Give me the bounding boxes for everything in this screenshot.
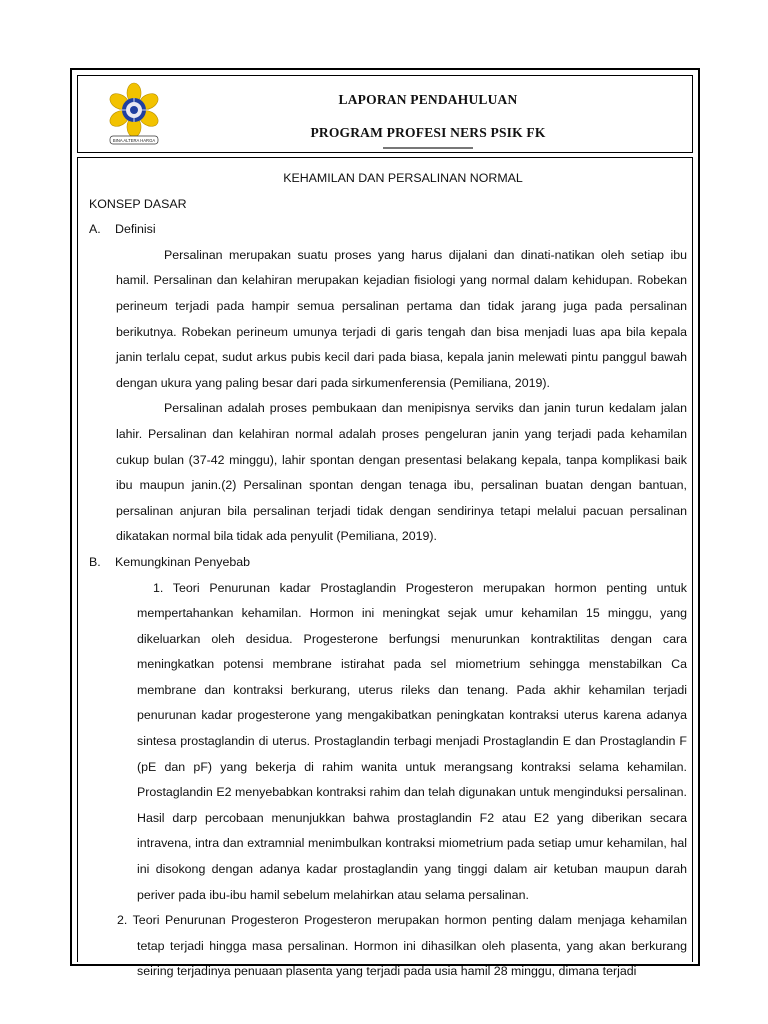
section-a-heading bbox=[89, 217, 687, 243]
section-a-label: Definisi bbox=[115, 222, 156, 237]
title-divider bbox=[383, 147, 473, 149]
list-item-2: 2. Teori Penurunan Progesteron Progesteron merupakan hormon penting dalam menjaga kehamilan tetap terjadi hingga masa persalinan. Hormon ini dihasilkan oleh plasenta, yang akan berkurang seiring terjadinya penuaan plasenta yang terjadi pada usia hamil 28 minggu, dimana terjadi bbox=[117, 913, 687, 979]
document-frame bbox=[70, 68, 700, 979]
section-a-letter: A. bbox=[89, 222, 101, 237]
report-title: LAPORAN PENDAHULUAN bbox=[338, 92, 518, 107]
document-body bbox=[77, 157, 693, 979]
university-logo-icon bbox=[98, 82, 170, 146]
program-title: PROGRAM PROFESI NERS PSIK FK bbox=[310, 125, 546, 140]
section-title: KONSEP DASAR bbox=[89, 196, 187, 211]
definition-paragraph-1: Persalinan merupakan suatu proses yang harus dijalani dan dinati-natikan oleh setiap ibu hamil. Persalinan dan kelahiran merupakan kejadian fisiologi yang normal dalam kehidupan. Robekan perineum terjadi pada hampir semua persalinan pertama dan tidak jarang juga pada persalinan berikutnya. Robekan perineum umunya terjadi di garis tengah dan bisa menjadi luas apa bila kepala janin terlalu cepat, sudut arkus pubis kecil dari pada biasa, kepala janin melewati pintu panggul bawah dengan ukura yang paling besar dari pada sirkumenferensia (Pemiliana, 2019). bbox=[116, 247, 687, 390]
document-heading: KEHAMILAN DAN PERSALINAN NORMAL bbox=[283, 171, 523, 185]
document-header bbox=[77, 75, 693, 153]
definition-paragraph-2: Persalinan adalah proses pembukaan dan menipisnya serviks dan janin turun kedalam jalan lahir. Persalinan dan kelahiran normal adalah proses pengeluran janin yang terjadi pada kehamilan cukup bulan (37-42 minggu), lahir spontan dengan presentasi belakang kepala, tanpa komplikasi baik ibu maupun janin.(2) Persalinan spontan dengan tenaga ibu, persalinan buatan dengan bantuan, persalinan anjuran bila persalinan terjadi tidak dengan sendirinya tetapi melalui pacuan persalinan dikatakan normal bila tidak ada penyulit (Pemiliana, 2019). bbox=[116, 401, 687, 544]
document-content bbox=[89, 166, 687, 985]
section-b-letter: B. bbox=[89, 554, 101, 569]
section-b-heading bbox=[89, 550, 687, 576]
logo-text: BINA ALTERA HARGA bbox=[112, 138, 156, 144]
section-b-label: Kemungkinan Penyebab bbox=[115, 554, 251, 569]
list-item-1: 1. Teori Penurunan kadar Prostaglandin Progesteron merupakan hormon penting untuk mempertahankan kehamilan. Hormon ini meningkat sejak umur kehamilan 15 minggu, yang dikeluarkan oleh desidua. Progesterone berfungsi menurunkan kontraktilitas dengan cara meningkatkan potensi membrane istirahat pada sel miometrium sehingga menstabilkan Ca membrane dan kontraksi berkurang, uterus rileks dan tenang. Pada akhir kehamilan terjadi penurunan kadar progesterone yang mengakibatkan peningkatan kontraksi uterus karena adanya sintesa prostaglandin di uterus. Prostaglandin terbagi menjadi Prostaglandin E dan Prostaglandin F (pE dan pF) yang bekerja di rahim wanita untuk merangsang kontraksi selama kehamilan. Prostaglandin E2 menyebabkan kontraksi rahim dan telah digunakan untuk menginduksi persalinan. Hasil darp percobaan menunjukkan bahwa prostaglandin F2 atau E2 yang diberikan secara intravena, intra dan extramnial menimbulkan kontraksi miometrium pada setiap umur kehamilan, hal ini disokong dengan adanya kadar prostaglandin yang tinggi dalam air ketuban maupun darah periver pada ibu-ibu hamil sebelum melahirkan atau selama persalinan. bbox=[137, 580, 687, 902]
